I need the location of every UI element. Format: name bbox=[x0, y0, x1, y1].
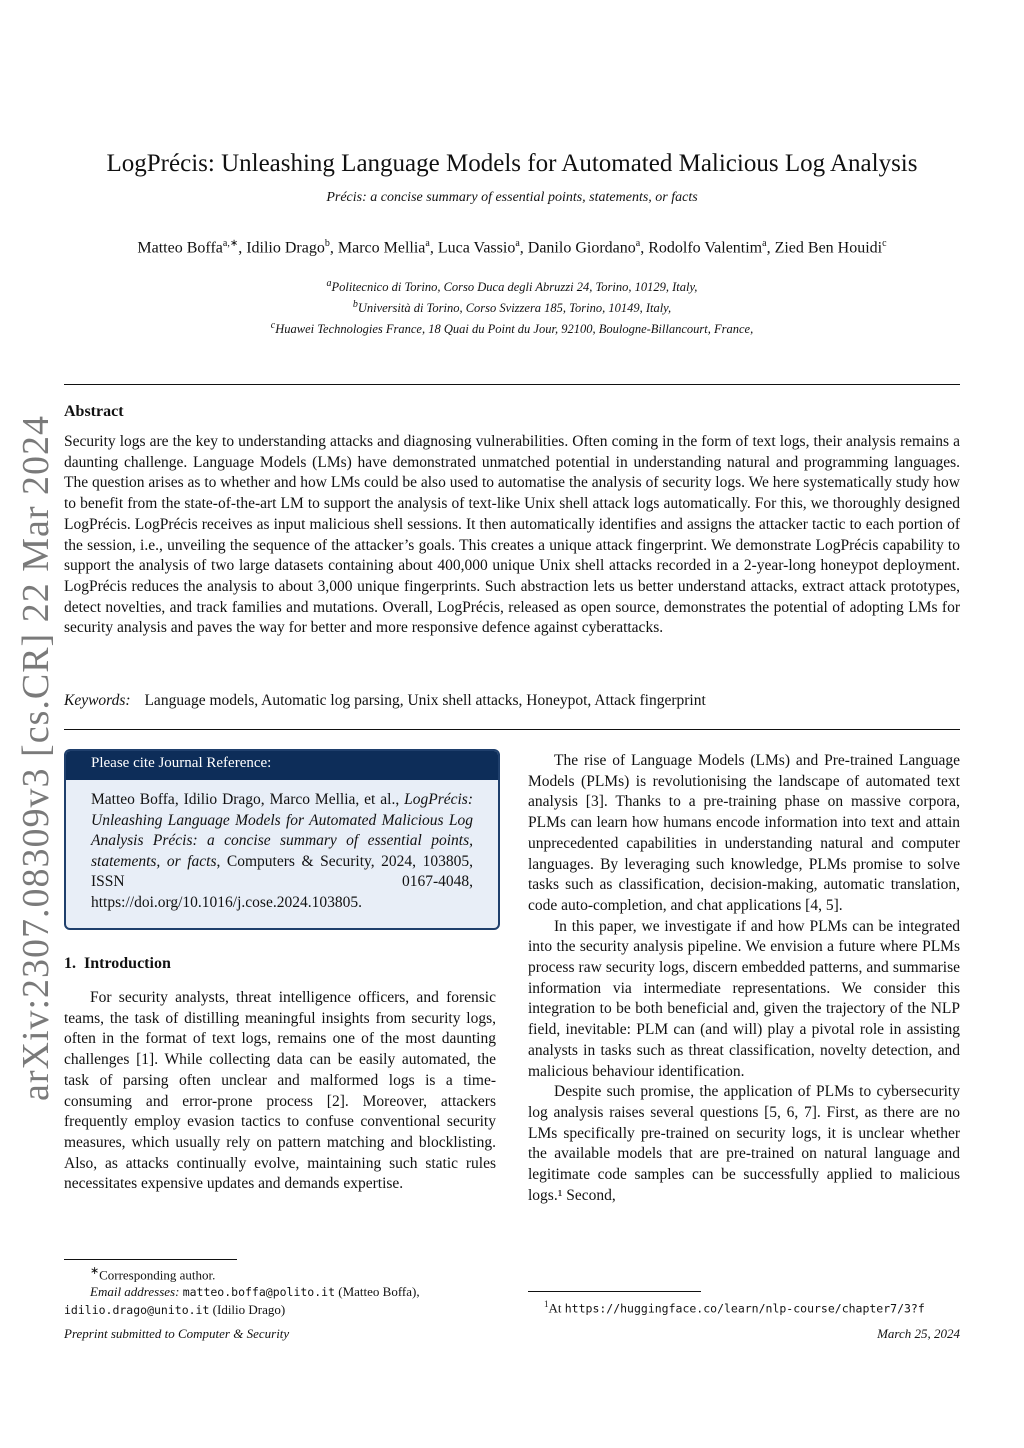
author-name: Rodolfo Valentim bbox=[648, 239, 763, 257]
abstract-heading: Abstract bbox=[64, 403, 124, 420]
citation-box bbox=[64, 749, 500, 930]
footer-preprint: Preprint submitted to Computer & Security bbox=[64, 1326, 290, 1341]
arxiv-stamp bbox=[6, 414, 66, 1102]
author-name: Idilio Drago bbox=[246, 239, 325, 257]
body-paragraph: Despite such promise, the application of PLMs to cybersecurity log analysis raises several questions [5, 6, 7]. First, as there are no LMs specifically pre-trained on security logs, it is unclear whether the available models that are pre-trained on natural language and legitimate code samples can be successfully applied to malicious logs.¹ Second, bbox=[528, 1083, 960, 1204]
footnote-rule bbox=[64, 1259, 237, 1260]
email-link-boffa[interactable]: matteo.boffa@polito.it bbox=[182, 1285, 336, 1300]
author-list: Matteo Boffa$^{a,∗}$, Idilio Drago$^b$, Marco Mellia$^a$, Luca Vassio$^a$, Danilo Giordano$^a$, Rodolfo Valentim$^a$, Zied Ben Houidi$^c$ bbox=[137, 238, 887, 257]
author-affil-mark: a bbox=[425, 238, 430, 249]
corresponding-author-footnote: ∗Corresponding author. Email addresses: matteo.boffa@polito.it (Matteo Boffa), idilio.drago@unito.it (Idilio Drago) bbox=[64, 1265, 420, 1318]
footer-date: March 25, 2024 bbox=[877, 1326, 960, 1341]
citation-authors: Matteo Boffa, Idilio Drago, Marco Mellia, et al., bbox=[91, 791, 400, 808]
affiliation: $^a$Politecnico di Torino, Corso Duca degli Abruzzi 24, Torino, 10129, Italy, bbox=[326, 278, 698, 295]
abstract-text: Security logs are the key to understanding attacks and diagnosing vulnerabilities. Often coming in the form of text logs, their analysis remains a daunting challenge. Language Models (LMs) have demonstrated unmatched potential in understanding natural and programming languages. The question arises as to whether and how LMs could be also used to automatise the analysis of security logs. We here systematically study how to benefit from the state-of-the-art LM to support the analysis of text-like Unix shell attack logs automatically. For this, we thoroughly designed LogPrécis. LogPrécis receives as input malicious shell sessions. It then automatically identifies and assigns the attacker tactic to each portion of the session, i.e., unveiling the sequence of the attacker’s goals. This creates a unique attack fingerprint. We demonstrate LogPrécis capability to support the analysis of two large datasets containing about 400,000 unique Unix shell attacks recorded in a 2-year-long honeypot deployment. LogPrécis reduces the analysis to about 3,000 unique fingerprints. Such abstraction lets us better understand attacks, extract attack prototypes, detect novelties, and track families and mutations. Overall, LogPrécis, released as open source, demonstrates the potential of adopting LMs for security analysis and paves the way for better and more responsive defence against cyberattacks. bbox=[64, 433, 960, 637]
footnote-rule bbox=[528, 1291, 701, 1292]
author-affil-mark: b bbox=[324, 238, 330, 249]
author-name: Danilo Giordano bbox=[527, 239, 636, 257]
paper-subtitle: Précis: a concise summary of essential points, statements, or facts bbox=[326, 190, 698, 205]
footnote-1: $^1$At https://huggingface.co/learn/nlp-course/chapter7/3?f bbox=[544, 1299, 925, 1316]
citation-body bbox=[66, 780, 498, 913]
intro-right-column bbox=[528, 751, 960, 1206]
paper-title: LogPrécis: Unleashing Language Models for Automated Malicious Log Analysis bbox=[106, 150, 918, 177]
author-name: Matteo Boffa bbox=[137, 239, 223, 257]
author-affil-mark: a bbox=[515, 238, 520, 249]
section-heading-introduction: 1. Introduction bbox=[64, 955, 171, 972]
affiliation: $^c$Huawei Technologies France, 18 Quai du Point du Jour, 92100, Boulogne-Billancourt, France, bbox=[270, 320, 754, 337]
author-name: Marco Mellia bbox=[337, 239, 426, 257]
email-link-drago[interactable]: idilio.drago@unito.it bbox=[64, 1303, 210, 1318]
abstract-top-rule bbox=[64, 384, 960, 385]
body-paragraph: In this paper, we investigate if and how PLMs can be integrated into the security analysis pipeline. We envision a future where PLMs process raw security logs, discern embedded patterns, and summarise information via intermediate representations. We consider this integration to be both beneficial and, given the trajectory of the NLP field, inevitable: PLM can (and will) play a pivotal role in assisting analysts in tasks such as threat classification, novelty detection, and malicious behaviour identification. bbox=[528, 917, 960, 1080]
body-paragraph: The rise of Language Models (LMs) and Pre-trained Language Models (PLMs) is revolutionising the landscape of automated text analysis [3]. Thanks to a pre-training phase on massive corpora, PLMs can learn how humans encode information into text and attain unprecedented capabilities in understanding natural and computer languages. By leveraging such knowledge, PLMs promise to solve tasks such as classification, decision-making, automatic translation, code auto-completion, and chat applications [4, 5]. bbox=[528, 752, 960, 914]
footnote-mark: ∗ bbox=[90, 1265, 100, 1277]
abstract-bottom-rule bbox=[64, 729, 960, 730]
author-name: Zied Ben Houidi bbox=[774, 239, 883, 257]
affiliation-list bbox=[64, 275, 960, 338]
author-affil-mark: c bbox=[882, 238, 887, 249]
intro-left-column bbox=[64, 988, 496, 1195]
footnote-mark: 1 bbox=[544, 1299, 549, 1309]
footnote-url-link[interactable]: https://huggingface.co/learn/nlp-course/chapter7/3?f bbox=[564, 1301, 925, 1316]
citation-title: LogPrécis: Unleashing Language Models for Automated Malicious Log Analysis Précis: a concise summary of essential points, statements, or facts bbox=[91, 791, 473, 870]
body-paragraph: For security analysts, threat intelligence officers, and forensic teams, the task of distilling meaningful insights from security logs, often in the format of text logs, remains one of the most daunting challenges [1]. While collecting data can be easily automated, the task of parsing often unclear and malformed logs is a time-consuming and error-prone process [2]. Moreover, attackers frequently employ evasion tactics to confuse conventional security measures, which usually rely on pattern matching and blocklisting. Also, as attacks continually evolve, maintaining such static rules necessitates expensive updates and demands expertise. bbox=[64, 989, 496, 1193]
keywords-label: Keywords: bbox=[64, 692, 131, 709]
author-affil-mark: a,∗ bbox=[222, 238, 239, 249]
keywords-line bbox=[64, 692, 960, 710]
affiliation: $^b$Università di Torino, Corso Svizzera 185, Torino, 10149, Italy, bbox=[352, 299, 672, 316]
arxiv-identifier: arXiv:2307.08309v3 [cs.CR] 22 Mar 2024 bbox=[15, 414, 58, 1102]
citation-heading: Please cite Journal Reference: bbox=[66, 751, 498, 780]
keywords-text: Language models, Automatic log parsing, Unix shell attacks, Honeypot, Attack fingerprint bbox=[144, 692, 706, 709]
author-affil-mark: a bbox=[635, 238, 641, 249]
author-affil-mark: a bbox=[762, 238, 767, 249]
author-name: Luca Vassio bbox=[437, 239, 516, 257]
citation-details: , Computers & Security, 2024, 103805, ISSN 0167-4048, https://doi.org/10.1016/j.cose.2024.103805. bbox=[91, 852, 473, 911]
